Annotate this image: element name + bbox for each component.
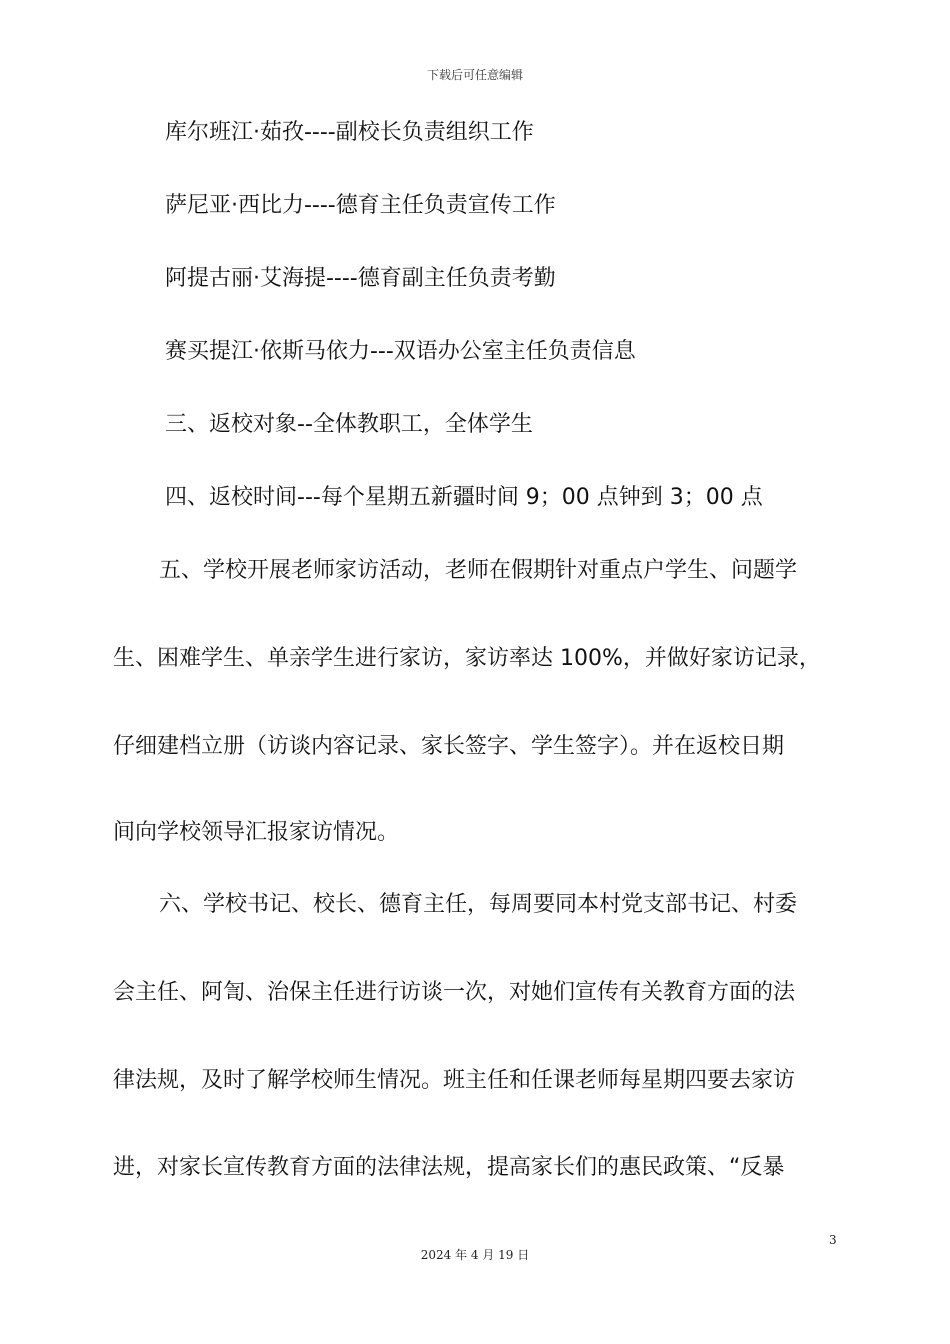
section-heading-4: 四、返校时间---每个星期五新疆时间 9；00 点钟到 3；00 点 <box>165 485 763 510</box>
text-line-2: 萨尼亚·西比力----德育主任负责宣传工作 <box>165 193 556 218</box>
paragraph-5-line-4: 间向学校领导汇报家访情况。 <box>113 820 400 845</box>
paragraph-5-line-2: 生、困难学生、单亲学生进行家访，家访率达 100%，并做好家访记录， <box>113 646 821 671</box>
text-line-3: 阿提古丽·艾海提----德育副主任负责考勤 <box>165 266 556 291</box>
text-line-1: 库尔班江·茹孜----副校长负责组织工作 <box>165 120 534 145</box>
section-heading-3: 三、返校对象--全体教职工，全体学生 <box>165 412 533 437</box>
paragraph-6-line-2: 会主任、阿訇、治保主任进行访谈一次，对她们宣传有关教育方面的法 <box>113 980 796 1005</box>
page-number: 3 <box>829 1233 837 1247</box>
page-header: 下载后可任意编辑 <box>426 68 523 82</box>
footer-date: 2024 年 4 月 19 日 <box>420 1248 530 1262</box>
paragraph-6-line-4: 进，对家长宣传教育方面的法律法规，提高家长们的惠民政策、“反暴 <box>113 1155 785 1180</box>
text-line-4: 赛买提江·依斯马依力---双语办公室主任负责信息 <box>165 339 636 364</box>
paragraph-5-line-1: 五、学校开展老师家访活动，老师在假期针对重点户学生、问题学 <box>159 558 798 583</box>
paragraph-6-line-3: 律法规，及时了解学校师生情况。班主任和任课老师每星期四要去家访 <box>113 1068 796 1093</box>
paragraph-6-line-1: 六、学校书记、校长、德育主任，每周要同本村党支部书记、村委 <box>159 892 798 917</box>
paragraph-5-line-3: 仔细建档立册（访谈内容记录、家长签字、学生签字）。并在返校日期 <box>113 734 785 759</box>
